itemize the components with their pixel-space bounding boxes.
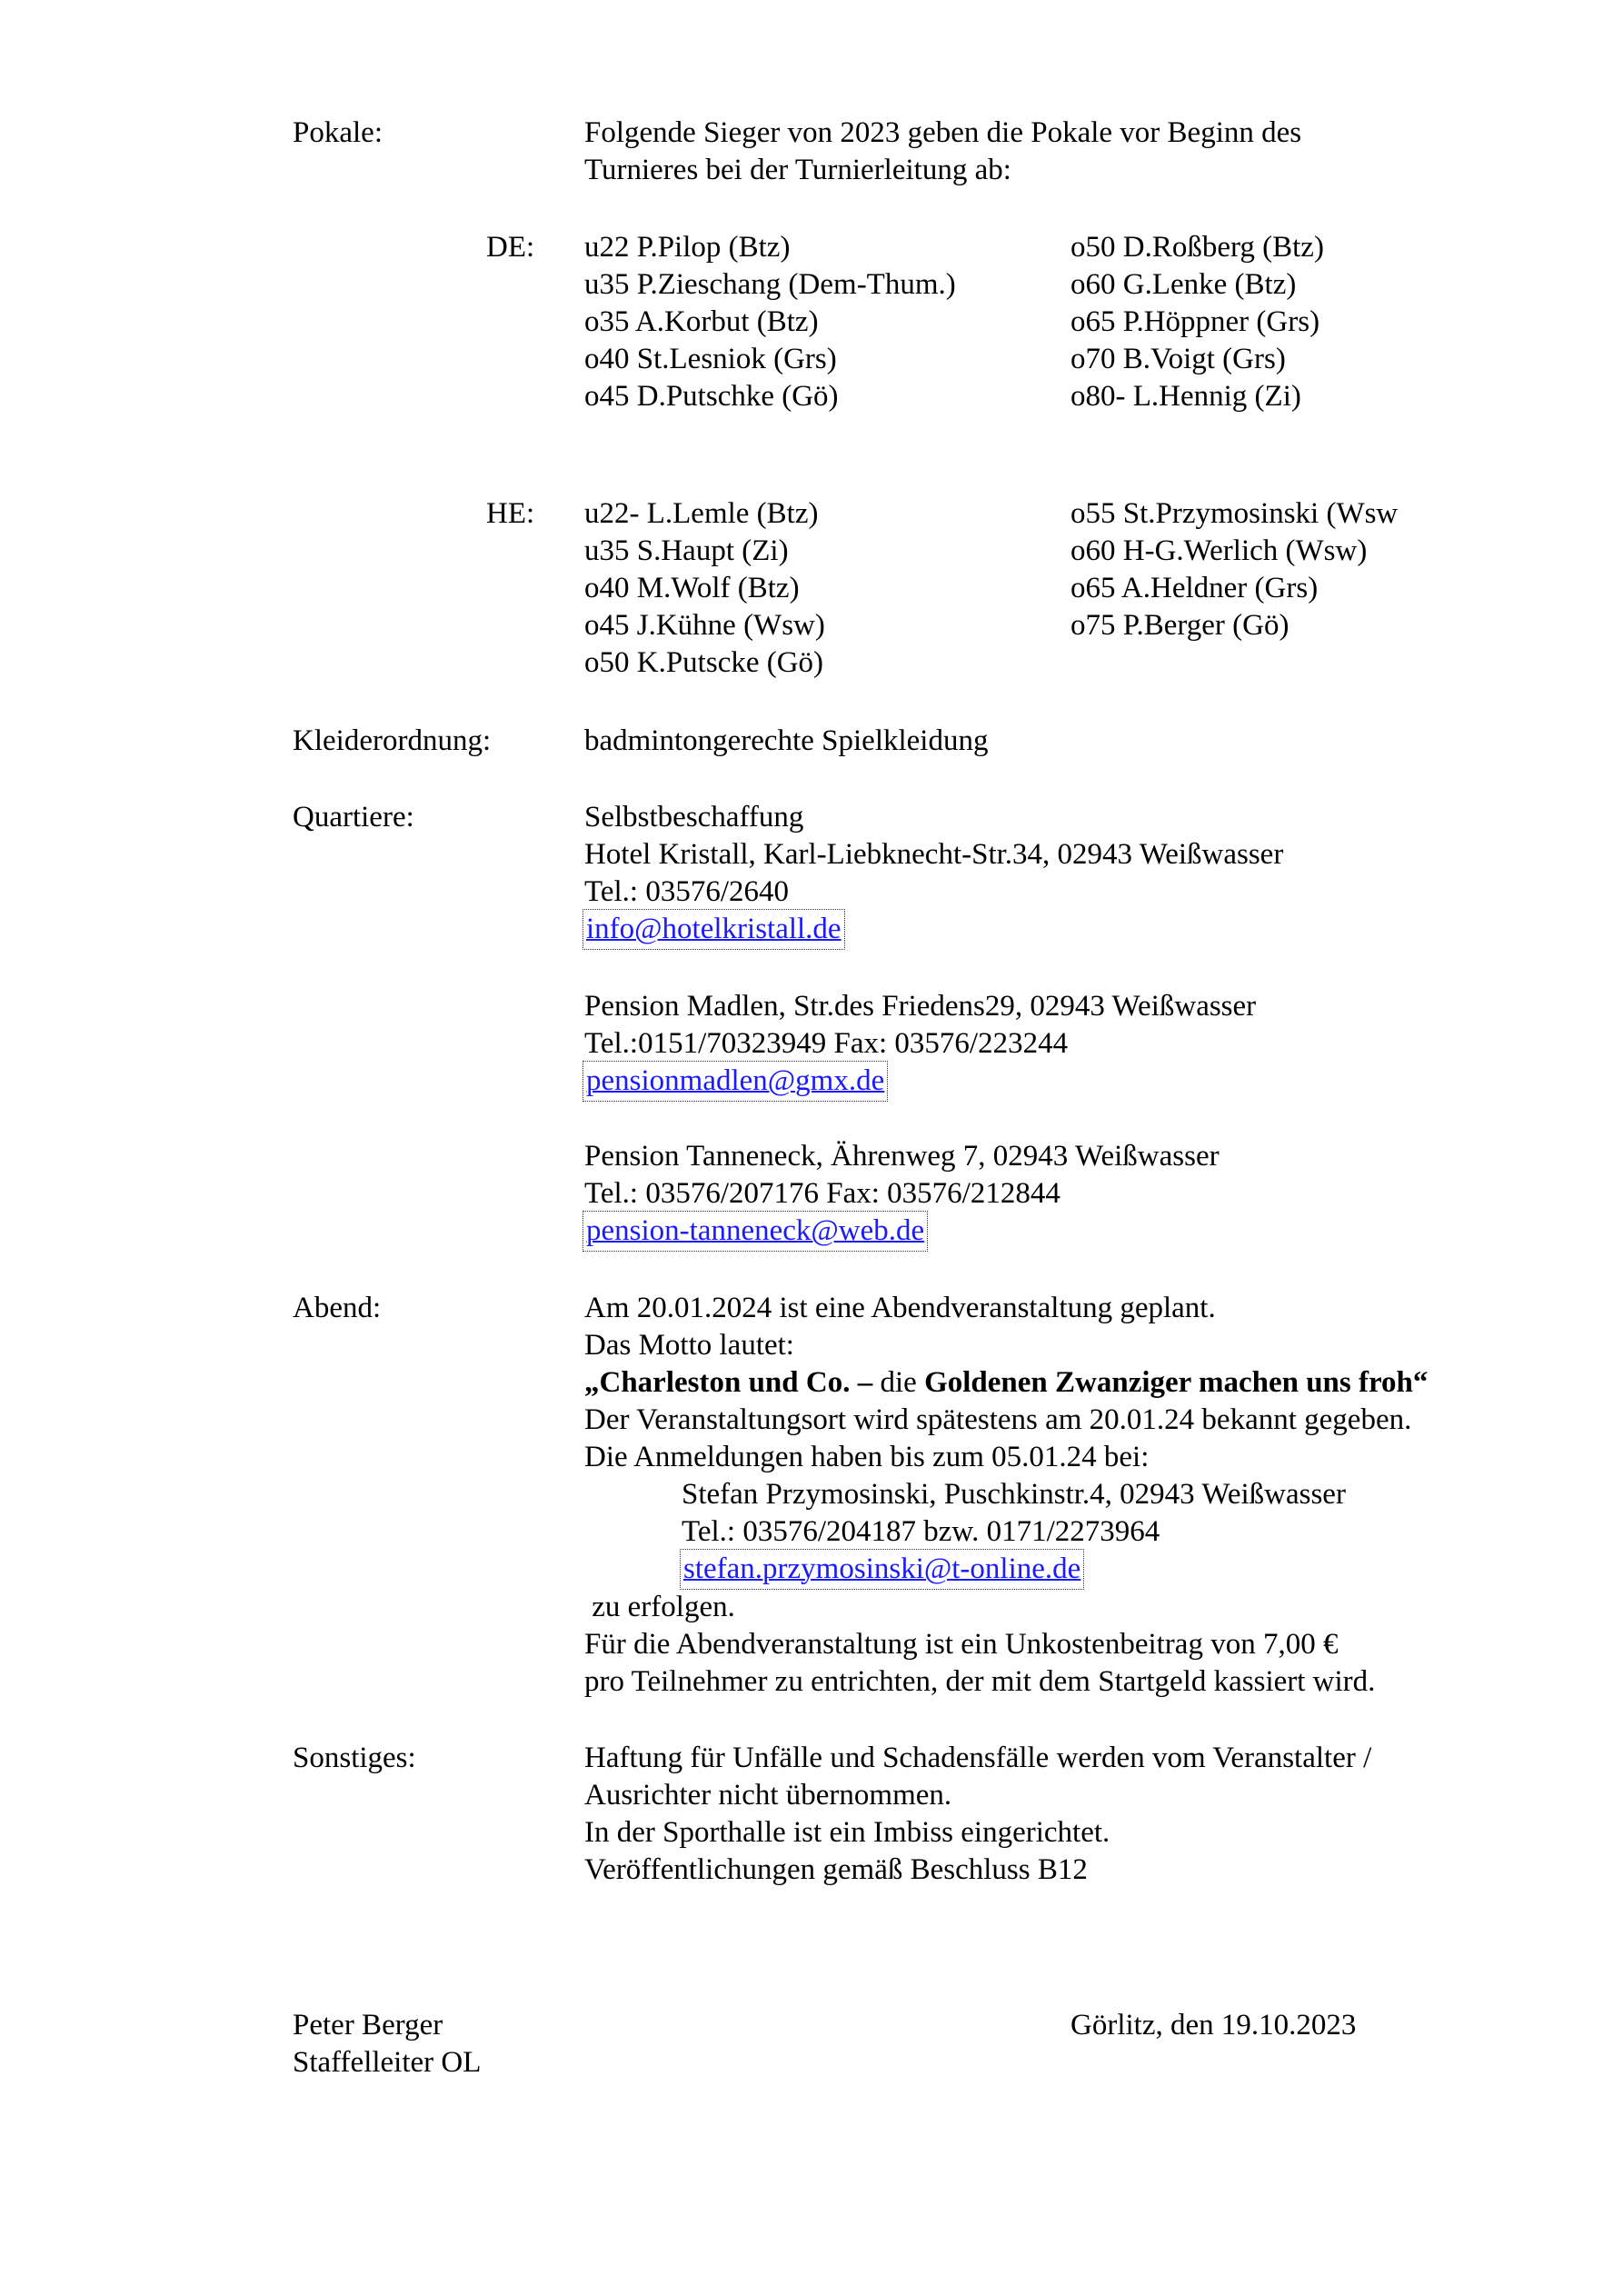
hotel-email-link[interactable]: pension-tanneneck@web.de <box>584 1213 926 1250</box>
sonstiges-line: Haftung für Unfälle und Schadensfälle werden vom Veranstalter / <box>584 1742 1372 1774</box>
abend-line: Der Veranstaltungsort wird spätestens am 20.01.24 bekannt gegeben. <box>584 1403 1412 1436</box>
he-winner: o45 J.Kühne (Wsw) <box>584 609 825 642</box>
abend-label: Abend: <box>293 1292 382 1324</box>
abend-fee-line: Für die Abendveranstaltung ist ein Unkostenbeitrag von 7,00 € <box>584 1628 1339 1661</box>
de-winner: u35 P.Zieschang (Dem-Thum.) <box>584 268 956 301</box>
he-winner: o55 St.Przymosinski (Wsw <box>1070 497 1399 530</box>
contact-address: Stefan Przymosinski, Puschkinstr.4, 02943 Weißwasser <box>682 1478 1346 1511</box>
sonstiges-label: Sonstiges: <box>293 1742 416 1774</box>
motto-part: „Charleston und Co. – <box>584 1366 873 1399</box>
motto-part: Goldenen Zwanziger machen uns froh“ <box>924 1366 1429 1399</box>
sonstiges-line: Ausrichter nicht übernommen. <box>584 1779 952 1812</box>
hotel-email-link[interactable]: info@hotelkristall.de <box>584 911 843 948</box>
abend-line: Am 20.01.2024 ist eine Abendveranstaltung geplant. <box>584 1292 1216 1324</box>
signature-role: Staffelleiter OL <box>293 2046 482 2079</box>
kleiderordnung-label: Kleiderordnung: <box>293 724 492 757</box>
kleiderordnung-text: badmintongerechte Spielkleidung <box>584 724 989 757</box>
abend-line: zu erfolgen. <box>584 1591 735 1623</box>
sonstiges-line: Veröffentlichungen gemäß Beschluss B12 <box>584 1853 1088 1886</box>
pokale-label: Pokale: <box>293 116 383 149</box>
he-winner: o65 A.Heldner (Grs) <box>1070 572 1319 604</box>
he-winner: u22- L.Lemle (Btz) <box>584 497 819 530</box>
pokale-intro-line1: Folgende Sieger von 2023 geben die Pokale vor Beginn des <box>584 116 1302 149</box>
he-winner: o50 K.Putscke (Gö) <box>584 646 824 679</box>
de-winner: o35 A.Korbut (Btz) <box>584 305 819 338</box>
abend-line: Das Motto lautet: <box>584 1329 794 1362</box>
de-winner: o45 D.Putschke (Gö) <box>584 380 839 413</box>
de-winner: u22 P.Pilop (Btz) <box>584 231 791 264</box>
signature-place-date: Görlitz, den 19.10.2023 <box>1070 2009 1357 2041</box>
signature-name: Peter Berger <box>293 2009 443 2041</box>
abend-line: Die Anmeldungen haben bis zum 05.01.24 bei: <box>584 1441 1150 1473</box>
de-winner: o70 B.Voigt (Grs) <box>1070 343 1286 375</box>
de-winner: o80- L.Hennig (Zi) <box>1070 380 1301 413</box>
pokale-intro-line2: Turnieres bei der Turnierleitung ab: <box>584 154 1011 186</box>
de-label: DE: <box>486 231 535 264</box>
motto-part: die <box>872 1366 925 1399</box>
he-winner: u35 S.Haupt (Zi) <box>584 534 789 567</box>
contact-phone: Tel.: 03576/204187 bzw. 0171/2273964 <box>682 1515 1160 1548</box>
sonstiges-line: In der Sporthalle ist ein Imbiss eingerichtet. <box>584 1816 1110 1849</box>
hotel-phone: Tel.: 03576/2640 <box>584 875 790 908</box>
quartiere-intro: Selbstbeschaffung <box>584 801 804 834</box>
hotel-address: Pension Madlen, Str.des Friedens29, 02943 Weißwasser <box>584 990 1257 1023</box>
hotel-email-link[interactable]: pensionmadlen@gmx.de <box>584 1063 886 1100</box>
hotel-address: Pension Tanneneck, Ährenweg 7, 02943 Weißwasser <box>584 1140 1220 1173</box>
he-winner: o75 P.Berger (Gö) <box>1070 609 1289 642</box>
abend-motto <box>584 1364 1428 1402</box>
de-winner: o40 St.Lesniok (Grs) <box>584 343 837 375</box>
hotel-phone: Tel.:0151/70323949 Fax: 03576/223244 <box>584 1027 1069 1060</box>
contact-email-link[interactable]: stefan.przymosinski@t-online.de <box>682 1551 1082 1588</box>
hotel-phone: Tel.: 03576/207176 Fax: 03576/212844 <box>584 1177 1060 1210</box>
de-winner: o50 D.Roßberg (Btz) <box>1070 231 1324 264</box>
de-winner: o60 G.Lenke (Btz) <box>1070 268 1297 301</box>
he-winner: o60 H-G.Werlich (Wsw) <box>1070 534 1368 567</box>
abend-fee-line: pro Teilnehmer zu entrichten, der mit dem Startgeld kassiert wird. <box>584 1665 1376 1698</box>
hotel-address: Hotel Kristall, Karl-Liebknecht-Str.34, 02943 Weißwasser <box>584 838 1284 871</box>
quartiere-label: Quartiere: <box>293 801 414 834</box>
he-winner: o40 M.Wolf (Btz) <box>584 572 800 604</box>
he-label: HE: <box>486 497 535 530</box>
de-winner: o65 P.Höppner (Grs) <box>1070 305 1320 338</box>
